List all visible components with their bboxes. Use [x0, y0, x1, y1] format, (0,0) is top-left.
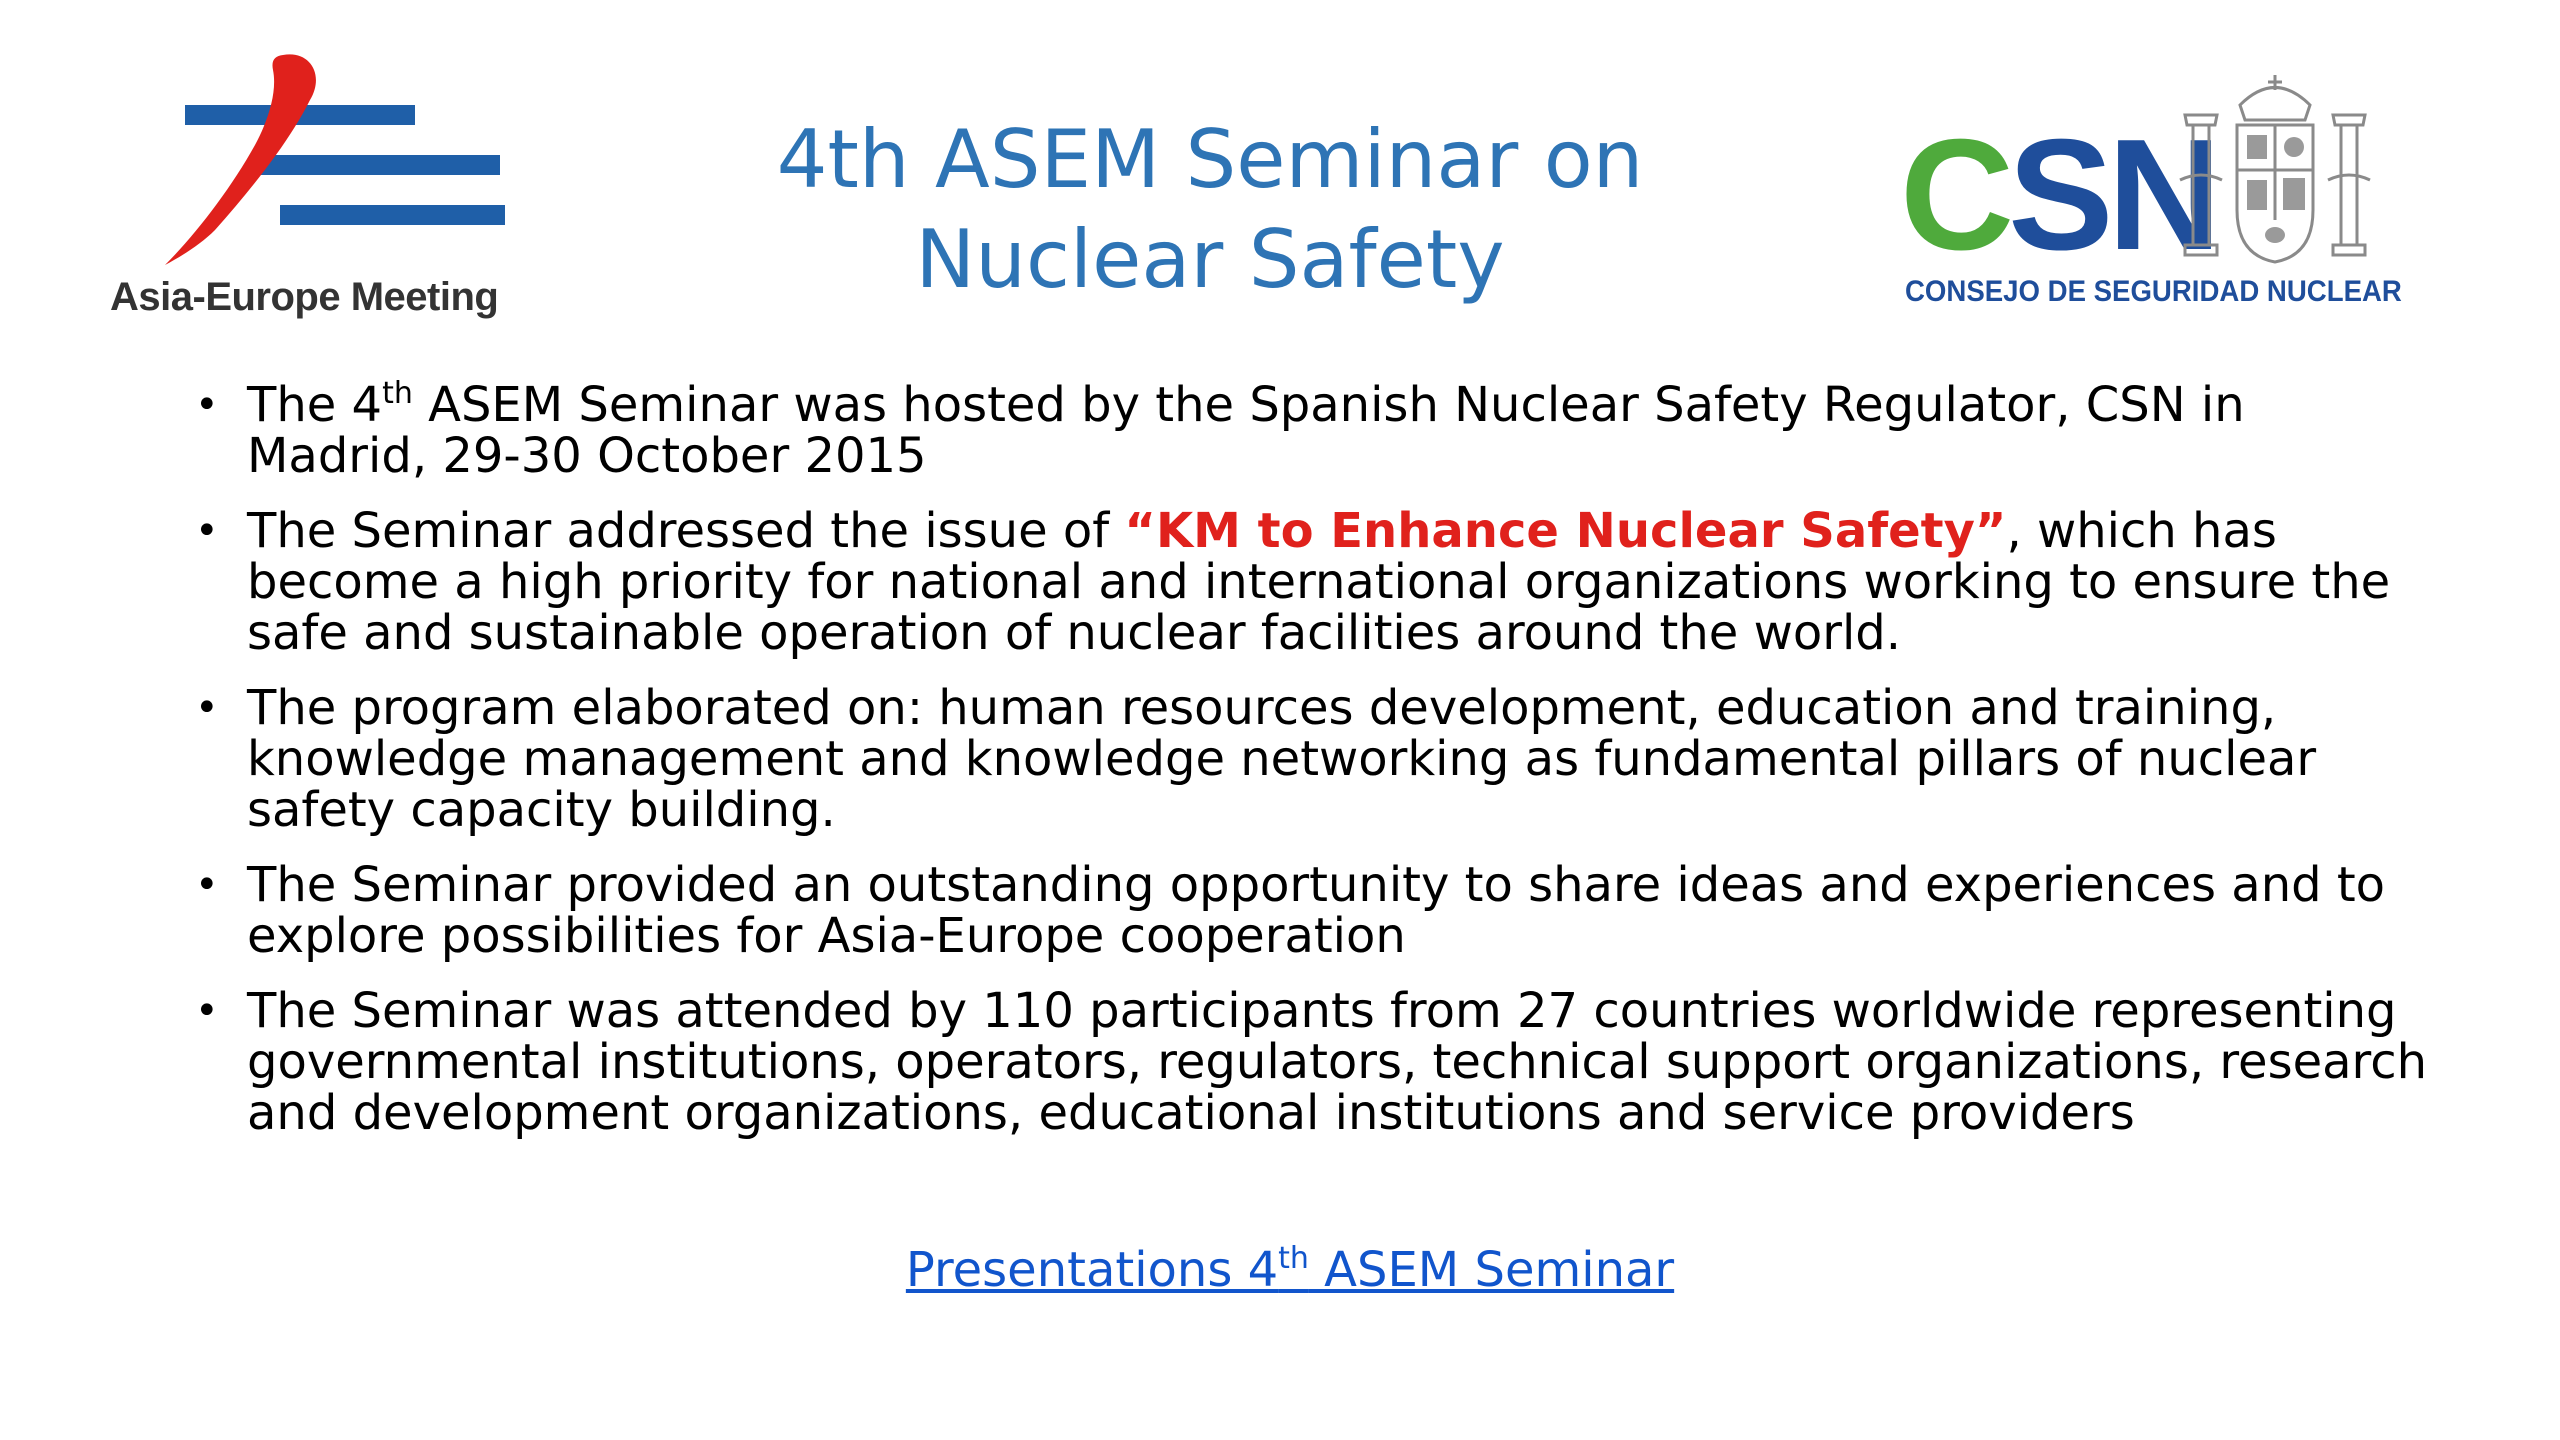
csn-letter-c: C [1900, 107, 2009, 283]
asem-stripe-2 [250, 155, 500, 175]
bullet-icon: • [195, 685, 219, 731]
bullet-icon: • [195, 988, 219, 1034]
title-line-2: Nuclear Safety [915, 213, 1505, 306]
bullet-icon: • [195, 862, 219, 908]
csn-letter-n: N [2107, 107, 2216, 283]
highlighted-topic: “KM to Enhance Nuclear Safety” [1124, 503, 2007, 559]
link-ordinal-suffix: th [1278, 1241, 1309, 1276]
bullet-icon: • [195, 382, 219, 428]
presentations-link-container [600, 1240, 1980, 1300]
link-text: ASEM Seminar [1308, 1242, 1675, 1298]
presentations-link[interactable] [906, 1242, 1674, 1298]
asem-stripe-3 [280, 205, 505, 225]
bullet-text: The program elaborated on: human resources development, education and training, knowledge management and knowledge networking as fundamental pillars of nuclear safety capacity building. [247, 680, 2317, 838]
bullet-item [195, 983, 2435, 1141]
csn-letter-s: S [2008, 107, 2108, 283]
asem-emblem-icon [105, 45, 505, 275]
bullet-text: The Seminar addressed the issue of [247, 503, 1125, 559]
bullet-item [195, 857, 2435, 964]
asem-caption: Asia-Europe Meeting [110, 275, 499, 319]
bullet-item [195, 680, 2435, 838]
csn-logo [1900, 70, 2402, 330]
bullet-text: The 4 [247, 377, 383, 433]
bullet-text: The Seminar was attended by 110 participants from 27 countries worldwide representing governmental institutions, operators, regulators, technical support organizations, research and development organizations, educational institutions and service providers [247, 983, 2428, 1141]
title-line-1: 4th ASEM Seminar on [776, 113, 1644, 206]
asem-logo [105, 45, 505, 335]
csn-wordmark [1900, 107, 2216, 283]
bullet-text: ASEM Seminar was hosted by the Spanish Nuclear Safety Regulator, CSN in Madrid, 29-30 October 2015 [247, 377, 2245, 484]
bullet-text: , which has become a high priority for national and international organizations working to ensure the safe and sustainable operation of nuclear facilities around the world. [247, 503, 2391, 661]
bullet-list [195, 376, 2435, 1163]
page-title [600, 110, 1820, 310]
spain-coat-of-arms-icon [2175, 70, 2375, 270]
bullet-text: The Seminar provided an outstanding opportunity to share ideas and experiences and to explore possibilities for Asia-Europe cooperation [247, 857, 2386, 964]
bullet-icon: • [195, 508, 219, 554]
link-text: Presentations 4 [905, 1242, 1279, 1298]
csn-caption: CONSEJO DE SEGURIDAD NUCLEAR [1905, 275, 2402, 308]
bullet-item [195, 503, 2435, 661]
bullet-item [195, 376, 2435, 484]
ordinal-suffix: th [382, 376, 413, 411]
